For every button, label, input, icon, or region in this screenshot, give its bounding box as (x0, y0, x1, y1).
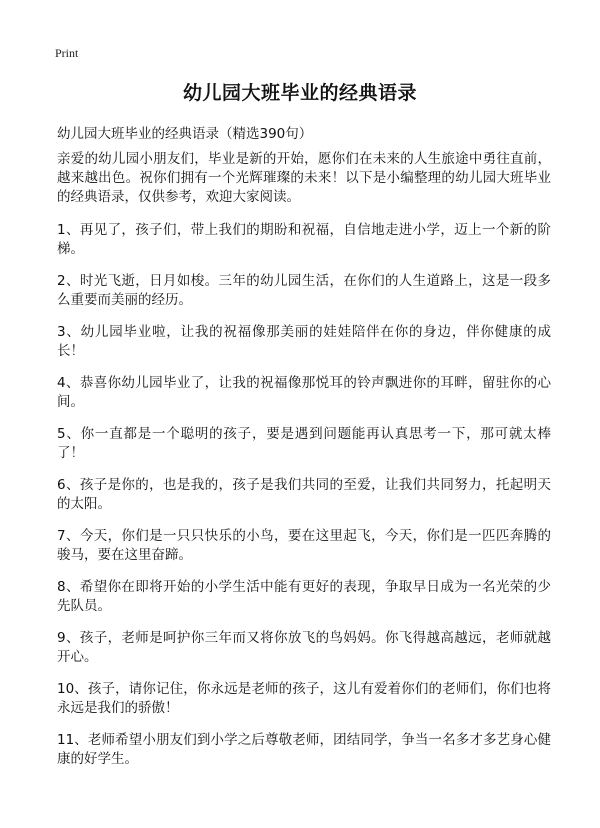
intro-paragraph: 亲爱的幼儿园小朋友们，毕业是新的开始，愿你们在未来的人生旅途中勇往直前，越来越出色。祝你们拥有一个光辉璀璨的未来！以下是小编整理的幼儿园大班毕业的经典语录，仅供参考，欢迎大家阅读。 (57, 151, 551, 205)
quote-paragraph-10: 10、孩子，请你记住，你永远是老师的孩子，这儿有爱着你们的老师们，你们也将永远是我们的骄傲！ (57, 681, 551, 716)
quote-paragraph-7: 7、今天，你们是一只只快乐的小鸟，要在这里起飞，今天，你们是一匹匹奔腾的骏马，要在这里奋蹄。 (57, 528, 551, 563)
print-label: Print (55, 46, 79, 60)
document-title: 幼儿园大班毕业的经典语录 (182, 82, 417, 104)
quote-paragraph-9: 9、孩子，老师是呵护你三年而又将你放飞的鸟妈妈。你飞得越高越远，老师就越开心。 (57, 630, 551, 665)
quote-paragraph-11: 11、老师希望小朋友们到小学之后尊敬老师，团结同学，争当一名多才多艺身心健康的好学生。 (57, 732, 551, 767)
quote-paragraph-2: 2、时光飞逝，日月如梭。三年的幼儿园生活，在你们的人生道路上，这是一段多么重要而美丽的经历。 (57, 273, 551, 308)
quote-paragraph-5: 5、你一直都是一个聪明的孩子，要是遇到问题能再认真思考一下，那可就太棒了！ (57, 426, 551, 461)
quote-paragraph-4: 4、恭喜你幼儿园毕业了，让我的祝福像那悦耳的铃声飘进你的耳畔，留驻你的心间。 (57, 375, 551, 410)
document-content (57, 150, 551, 782)
quote-paragraph-3: 3、幼儿园毕业啦，让我的祝福像那美丽的娃娃陪伴在你的身边，伴你健康的成长！ (57, 324, 551, 359)
quote-paragraph-8: 8、希望你在即将开始的小学生活中能有更好的表现，争取早日成为一名光荣的少先队员。 (57, 579, 551, 614)
quote-paragraph-6: 6、孩子是你的，也是我的，孩子是我们共同的至爱，让我们共同努力，托起明天的太阳。 (57, 477, 551, 512)
document-subtitle: 幼儿园大班毕业的经典语录（精选390句） (57, 126, 313, 142)
quote-paragraph-1: 1、再见了，孩子们，带上我们的期盼和祝福，自信地走进小学，迈上一个新的阶梯。 (57, 222, 551, 257)
